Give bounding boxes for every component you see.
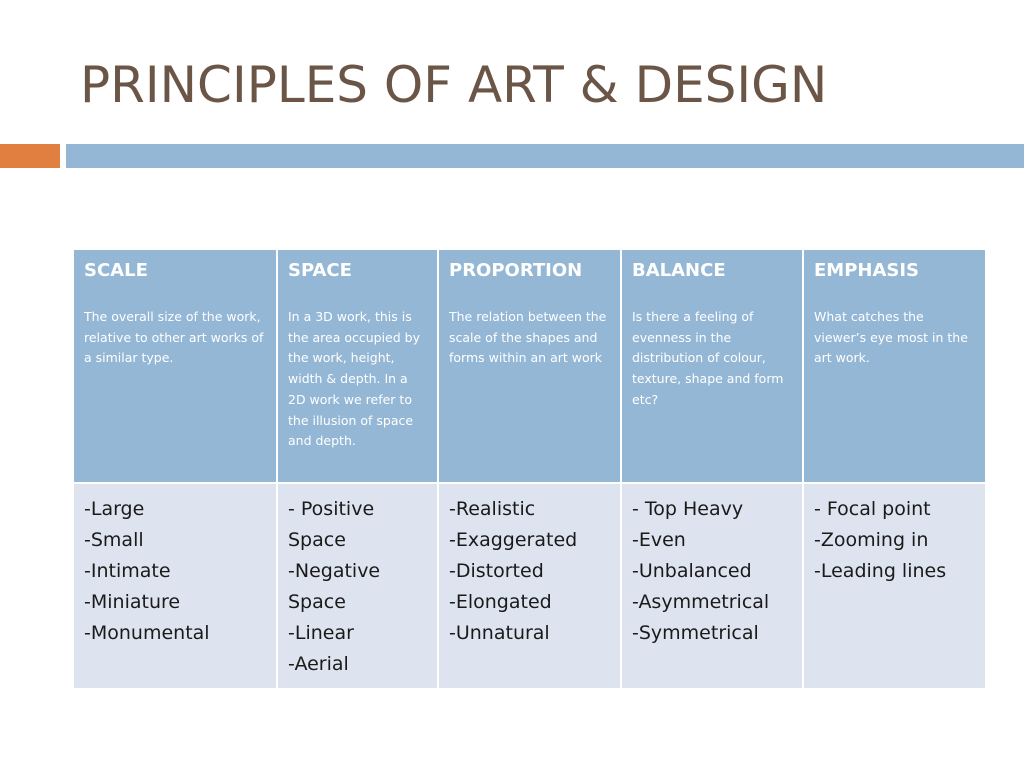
column-name: SCALE — [84, 260, 148, 281]
column-name: PROPORTION — [449, 260, 583, 281]
header-cell-space — [277, 249, 438, 483]
list-item: - Focal point — [814, 498, 931, 520]
list-item: -Monumental — [84, 622, 210, 644]
items-cell-emphasis — [803, 483, 986, 689]
header-cell-balance — [621, 249, 803, 483]
list-item: -Intimate — [84, 560, 171, 582]
column-description: Is there a feeling of evenness in the distribution of colour, texture, shape and form etc? — [632, 309, 784, 407]
column-name: BALANCE — [632, 260, 726, 281]
item-list — [288, 494, 428, 680]
list-item: -Realistic — [449, 498, 536, 520]
list-item: -Miniature — [84, 591, 181, 613]
column-name: EMPHASIS — [814, 260, 920, 281]
item-list — [814, 494, 976, 587]
list-item: -Unnatural — [449, 622, 550, 644]
list-item: -Small — [84, 529, 144, 551]
list-item: -Aerial — [288, 653, 349, 675]
list-item: -Negative Space — [288, 560, 381, 613]
header-cell-scale — [73, 249, 277, 483]
items-cell-space — [277, 483, 438, 689]
column-description: The relation between the scale of the shapes and forms within an art work — [449, 309, 607, 366]
list-item: -Leading lines — [814, 560, 947, 582]
items-cell-balance — [621, 483, 803, 689]
item-list — [632, 494, 793, 649]
accent-bar-blue — [66, 144, 1024, 168]
header-cell-emphasis — [803, 249, 986, 483]
item-list — [449, 494, 611, 649]
list-item: - Positive Space — [288, 498, 375, 551]
principles-table — [72, 248, 987, 690]
list-item: -Zooming in — [814, 529, 929, 551]
table-row — [73, 483, 986, 689]
column-name: SPACE — [288, 260, 352, 281]
table-header-row — [73, 249, 986, 483]
header-cell-proportion — [438, 249, 621, 483]
list-item: -Even — [632, 529, 686, 551]
list-item: -Symmetrical — [632, 622, 759, 644]
slide-title: PRINCIPLES OF ART & DESIGN — [80, 56, 828, 114]
items-cell-scale — [73, 483, 277, 689]
list-item: -Elongated — [449, 591, 552, 613]
item-list — [84, 494, 267, 649]
list-item: -Distorted — [449, 560, 544, 582]
list-item: - Top Heavy — [632, 498, 744, 520]
column-description: In a 3D work, this is the area occupied by the work, height, width & depth. In a 2D work we refer to the illusion of space and depth. — [288, 309, 420, 449]
list-item: -Large — [84, 498, 145, 520]
list-item: -Asymmetrical — [632, 591, 770, 613]
list-item: -Linear — [288, 622, 354, 644]
items-cell-proportion — [438, 483, 621, 689]
list-item: -Exaggerated — [449, 529, 578, 551]
list-item: -Unbalanced — [632, 560, 752, 582]
column-description: The overall size of the work, relative to other art works of a similar type. — [84, 309, 264, 366]
accent-bar-orange — [0, 144, 60, 168]
column-description: What catches the viewer’s eye most in the art work. — [814, 309, 968, 366]
